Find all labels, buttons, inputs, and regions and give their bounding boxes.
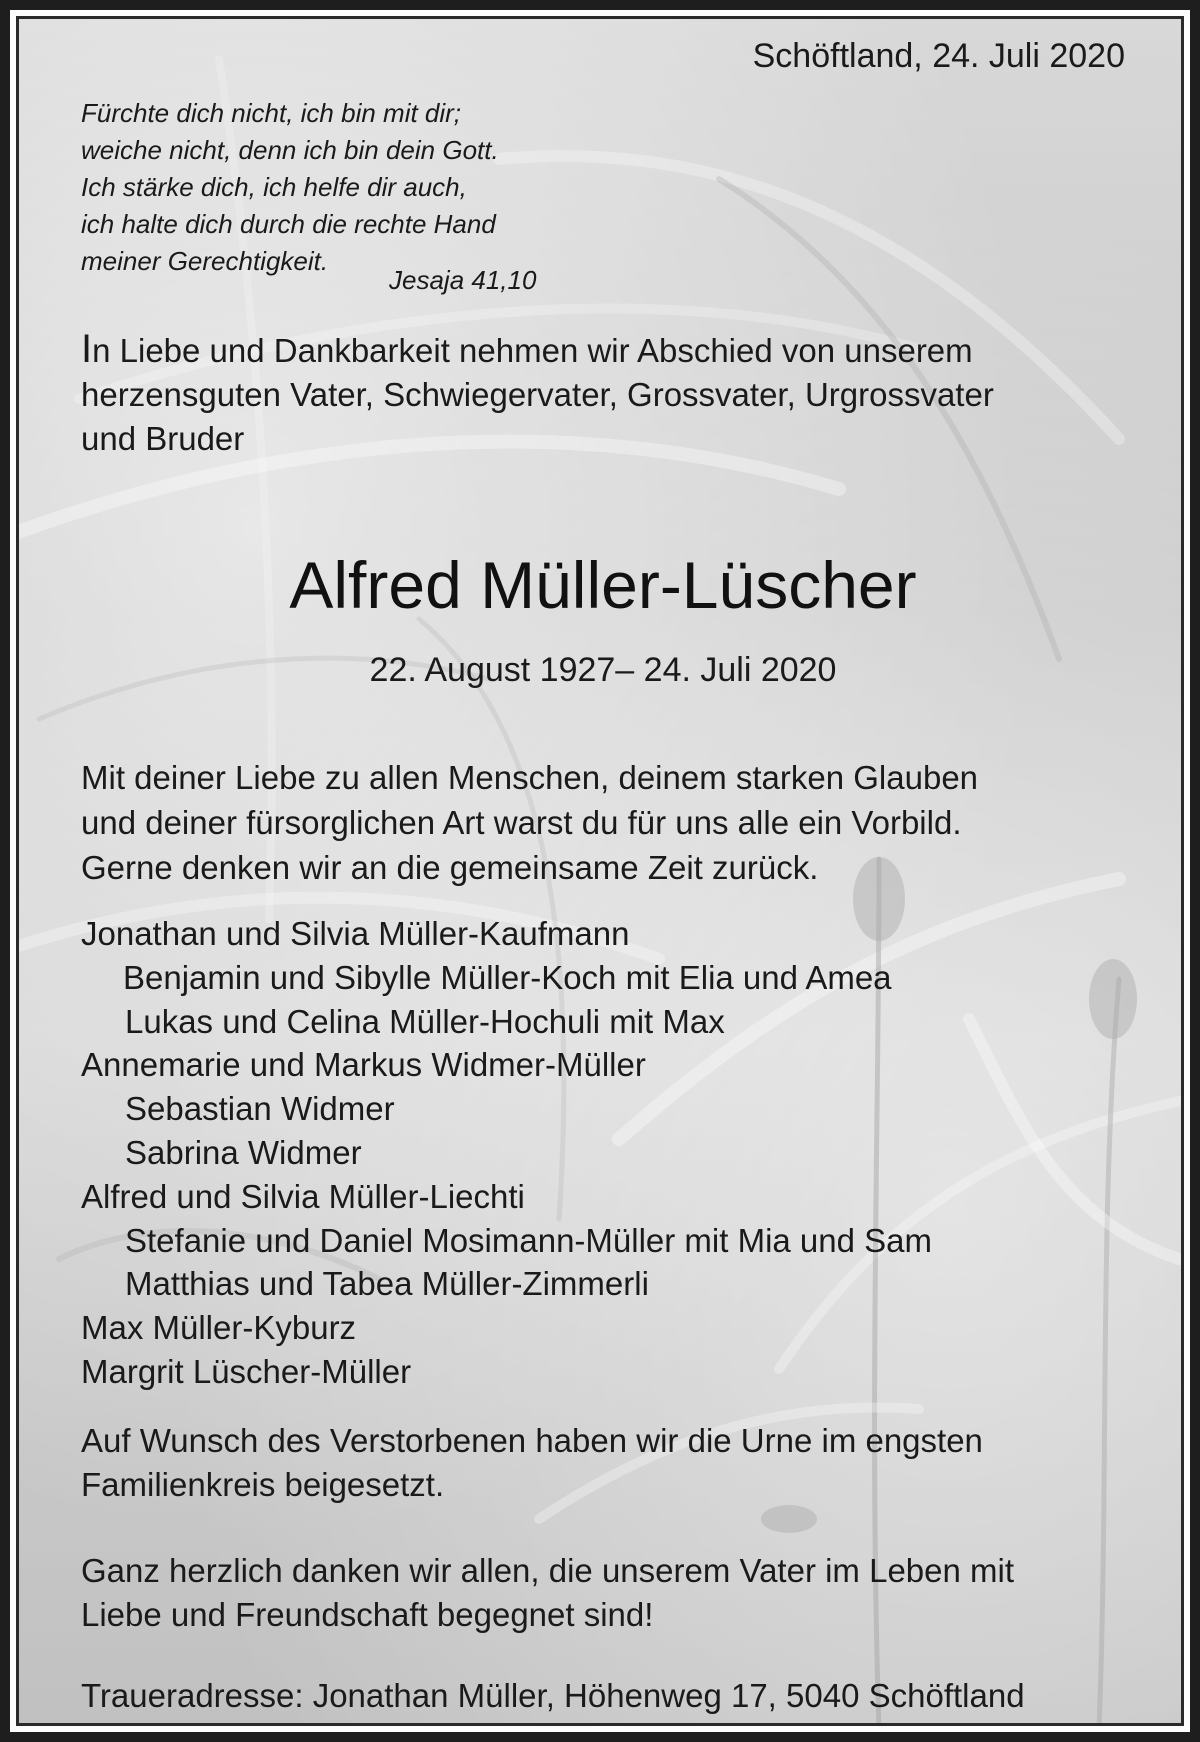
mourner-entry: Margrit Lüscher-Müller [81, 1352, 412, 1390]
obituary-notice [16, 16, 1184, 1726]
tribute-text [81, 755, 978, 890]
tribute-line: und deiner fürsorglichen Art warst du für uns alle ein Vorbild. [81, 804, 962, 841]
verse-line: ich halte dich durch die rechte Hand [81, 209, 496, 239]
verse-line: Fürchte dich nicht, ich bin mit dir; [81, 98, 462, 128]
intro-initial-letter: I [81, 327, 93, 371]
farewell-intro [81, 327, 994, 461]
thanks-note [81, 1549, 1014, 1637]
mourner-entry: Max Müller-Kyburz [81, 1309, 357, 1347]
verse-line: weiche nicht, denn ich bin dein Gott. [81, 135, 499, 165]
mourner-entry: Annemarie und Markus Widmer-Müller [81, 1046, 646, 1084]
tribute-line: Mit deiner Liebe zu allen Menschen, deinem starken Glauben [81, 759, 979, 796]
urn-line: Auf Wunsch des Verstorbenen haben wir die Urne im engsten [81, 1422, 983, 1459]
verse-line: Ich stärke dich, ich helfe dir auch, [81, 172, 467, 202]
mourner-entry: Matthias und Tabea Müller-Zimmerli [125, 1265, 649, 1303]
intro-line-rest: n Liebe und Dankbarkeit nehmen wir Abschied von unserem [92, 332, 973, 369]
bible-verse [81, 95, 499, 280]
deceased-name: Alfred Müller-Lüscher [289, 548, 917, 622]
life-dates: 22. August 1927– 24. Juli 2020 [369, 651, 837, 689]
thanks-line: Ganz herzlich danken wir allen, die unserem Vater im Leben mit [81, 1552, 1015, 1589]
intro-line: und Bruder [81, 420, 245, 457]
urn-notice [81, 1419, 983, 1507]
mourning-address: Traueradresse: Jonathan Müller, Höhenweg 17, 5040 Schöftland [81, 1677, 1025, 1714]
mourner-entry: Jonathan und Silvia Müller-Kaufmann [81, 915, 630, 952]
intro-line: herzensguten Vater, Schwiegervater, Grossvater, Urgrossvater [81, 376, 994, 413]
verse-reference: Jesaja 41,10 [389, 265, 537, 295]
mourner-entry: Lukas und Celina Müller-Hochuli mit Max [125, 1002, 725, 1040]
place-and-date: Schöftland, 24. Juli 2020 [752, 37, 1125, 75]
mourner-entry: Alfred und Silvia Müller-Liechti [81, 1177, 525, 1215]
mourner-entry: Benjamin und Sibylle Müller-Koch mit Elia und Amea [123, 958, 892, 996]
intro-line [81, 327, 994, 373]
mourners-list [81, 912, 932, 1394]
mourner-entry: Sebastian Widmer [125, 1090, 395, 1128]
thanks-line: Liebe und Freundschaft begegnet sind! [81, 1596, 654, 1633]
tribute-line: Gerne denken wir an die gemeinsame Zeit zurück. [81, 849, 819, 886]
mourner-entry: Stefanie und Daniel Mosimann-Müller mit Mia und Sam [125, 1221, 933, 1259]
verse-line: meiner Gerechtigkeit. [81, 246, 329, 276]
mourner-entry: Sabrina Widmer [125, 1133, 362, 1171]
urn-line: Familienkreis beigesetzt. [81, 1466, 445, 1503]
